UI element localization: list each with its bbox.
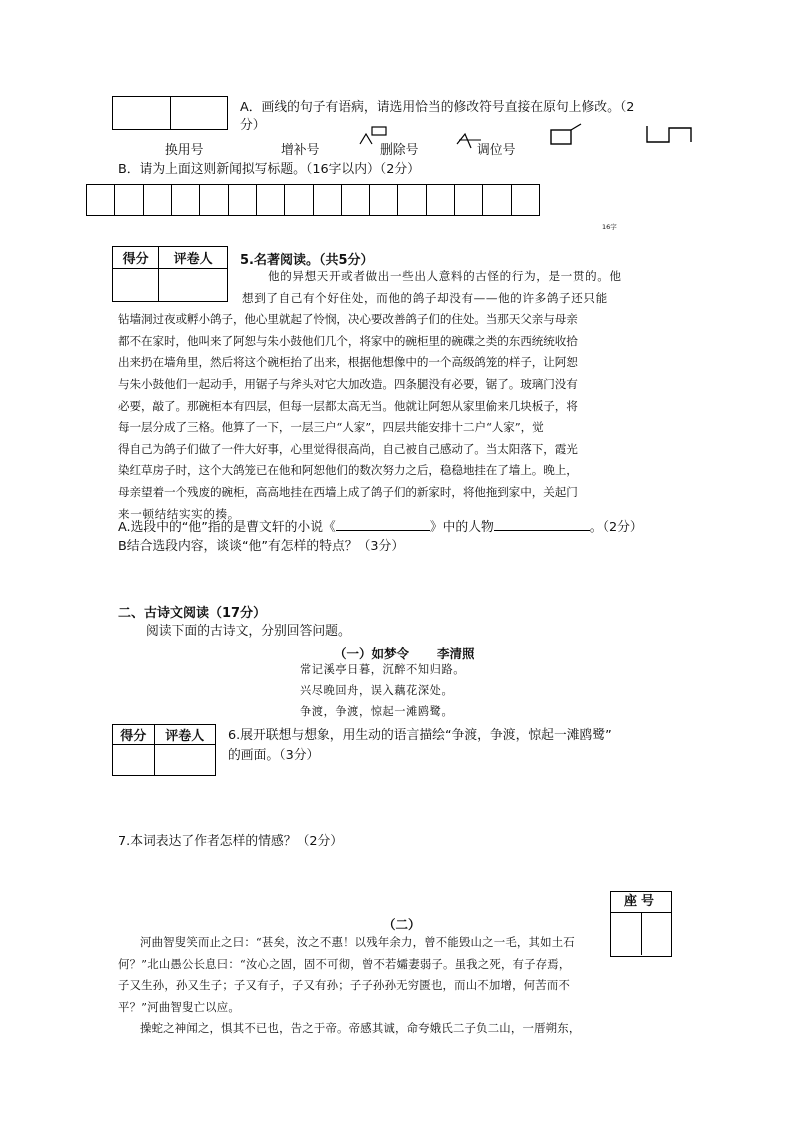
- part2-passage: [118, 932, 678, 1040]
- char-limit-note: 16字: [602, 223, 617, 231]
- poem-author: 李清照: [437, 646, 475, 661]
- grader-label: 评卷人: [159, 247, 228, 269]
- passage-line: 钻墙洞过夜或孵小鸽子，他心里就起了怜悯，决心要改善鸽子们的住处。当那天父亲与母亲: [118, 312, 578, 327]
- character-blank[interactable]: [494, 530, 590, 531]
- reorder-mark-icon: [545, 120, 585, 150]
- q7-question: 7.本词表达了作者怎样的情感？（2分）: [118, 834, 344, 849]
- part2-title: （二）: [383, 917, 421, 932]
- poem-body: [300, 659, 465, 722]
- q5b-question: B结合选段内容，谈谈“他”有怎样的特点？（3分）: [118, 539, 405, 554]
- q4b-text: B．请为上面这则新闻拟写标题。（16字以内）（2分）: [118, 162, 420, 177]
- poem-line: 争渡，争渡，惊起一滩鸥鹭。: [300, 705, 454, 718]
- poem-line: 兴尽晚回舟，误入藕花深处。: [300, 684, 454, 697]
- passage-line: 河曲智叟笑而止之曰：“甚矣，汝之不惠！以残年余力，曾不能毁山之一毛，其如土石: [140, 935, 575, 949]
- q6-question: 6.展开联想与想象，用生动的语言描绘“争渡，争渡，惊起一滩鸥鹭” 的画面。（3分）: [228, 728, 612, 763]
- passage-line: 得自己为鸽子们做了一件大好事，心里觉得很高尚，自己被自己感动了。当太阳落下，霞光: [118, 441, 578, 456]
- passage-line: 来一顿结结实实的揍。: [118, 506, 240, 521]
- grade-box-q6: [112, 724, 216, 776]
- seat-number-label: 座号: [611, 892, 671, 913]
- passage-line: 与朱小鼓他们一起动手，用锯子与斧头对它大加改造。四条腿没有必要，锯了。玻璃门没有: [118, 376, 578, 391]
- passage-line: 子又生孙，孙又生子；子又有子，子又有孙；子子孙孙无穷匮也，而山不加增，何苦而不: [118, 978, 571, 992]
- passage-line: 出来扔在墙角里，然后将这个碗柜抬了出来，根据他想像中的一个高级鸽笼的样子，让阿恕: [118, 355, 578, 370]
- symbol-label-reorder: 调位号: [477, 143, 516, 158]
- poem-line: 常记溪亭日暮，沉醉不知归路。: [300, 663, 466, 676]
- novel-title-blank[interactable]: [336, 530, 430, 531]
- symbol-label-insert: 增补号: [281, 143, 320, 158]
- passage-line: 操蛇之神闻之，惧其不已也，告之于帝。帝感其诚，命夸娥氏二子负二山，一厝朔东，: [140, 1021, 581, 1035]
- section2-heading: 二、古诗文阅读（17分）: [118, 606, 267, 621]
- passage-line: 每一层分成了三格。他算了一下，一层三户“人家”，四层共能安排十二户“人家”，觉: [118, 420, 544, 435]
- passage-line: 母亲望着一个残废的碗柜，高高地挂在西墙上成了鸽子们的新家时，将他拖到家中，关起门: [118, 484, 578, 499]
- passage-line: 必要，敲了。那碗柜本有四层，但每一层都太高无当。他就让阿恕从家里偷来几块板子，将: [118, 398, 578, 413]
- swap-mark-icon: [645, 124, 693, 146]
- insert-mark-icon: [358, 124, 390, 146]
- passage-line: 他的异想天开或者做出一些出人意料的古怪的行为，是一贯的。他: [268, 269, 622, 283]
- delete-mark-icon: [455, 130, 485, 150]
- passage-line: 都不在家时，他叫来了阿恕与朱小鼓他们几个，将家中的碗柜里的碗碟之类的东西统统收拾: [118, 333, 578, 348]
- passage-line: 平？”河曲智叟亡以应。: [118, 999, 240, 1014]
- q4a-text: A．画线的句子有语病，请选用恰当的修改符号直接在原句上修改。（2 分）: [240, 100, 635, 133]
- symbol-label-delete: 删除号: [380, 143, 419, 158]
- title-answer-grid[interactable]: [86, 184, 540, 216]
- symbol-label-replace: 换用号: [165, 143, 204, 158]
- q5a-question: A.选段中的“他”指的是曹文轩的小说《 》中的人物 。（2分）: [118, 520, 643, 535]
- score-box-small: [112, 96, 228, 130]
- q5-passage: [118, 266, 678, 525]
- section2-intro: 阅读下面的古诗文，分别回答问题。: [146, 624, 351, 639]
- passage-line: 想到了自己有个好住处，而他的鸽子却没有——他的许多鸽子还只能: [242, 290, 608, 305]
- score-label: 得分: [113, 725, 155, 745]
- q5-title: 5.名著阅读。（共5分）: [240, 253, 374, 268]
- poem-title: （一）如梦令 李清照: [334, 646, 475, 661]
- passage-line: 何？”北山愚公长息曰：“汝心之固，固不可彻，曾不若孀妻弱子。虽我之死，有子存焉，: [118, 956, 571, 971]
- score-label: 得分: [113, 247, 159, 269]
- passage-line: 染红草房子时，这个大鸽笼已在他和阿恕他们的数次努力之后，稳稳地挂在了墙上。晚上，: [118, 463, 578, 478]
- grader-label: 评卷人: [154, 725, 216, 745]
